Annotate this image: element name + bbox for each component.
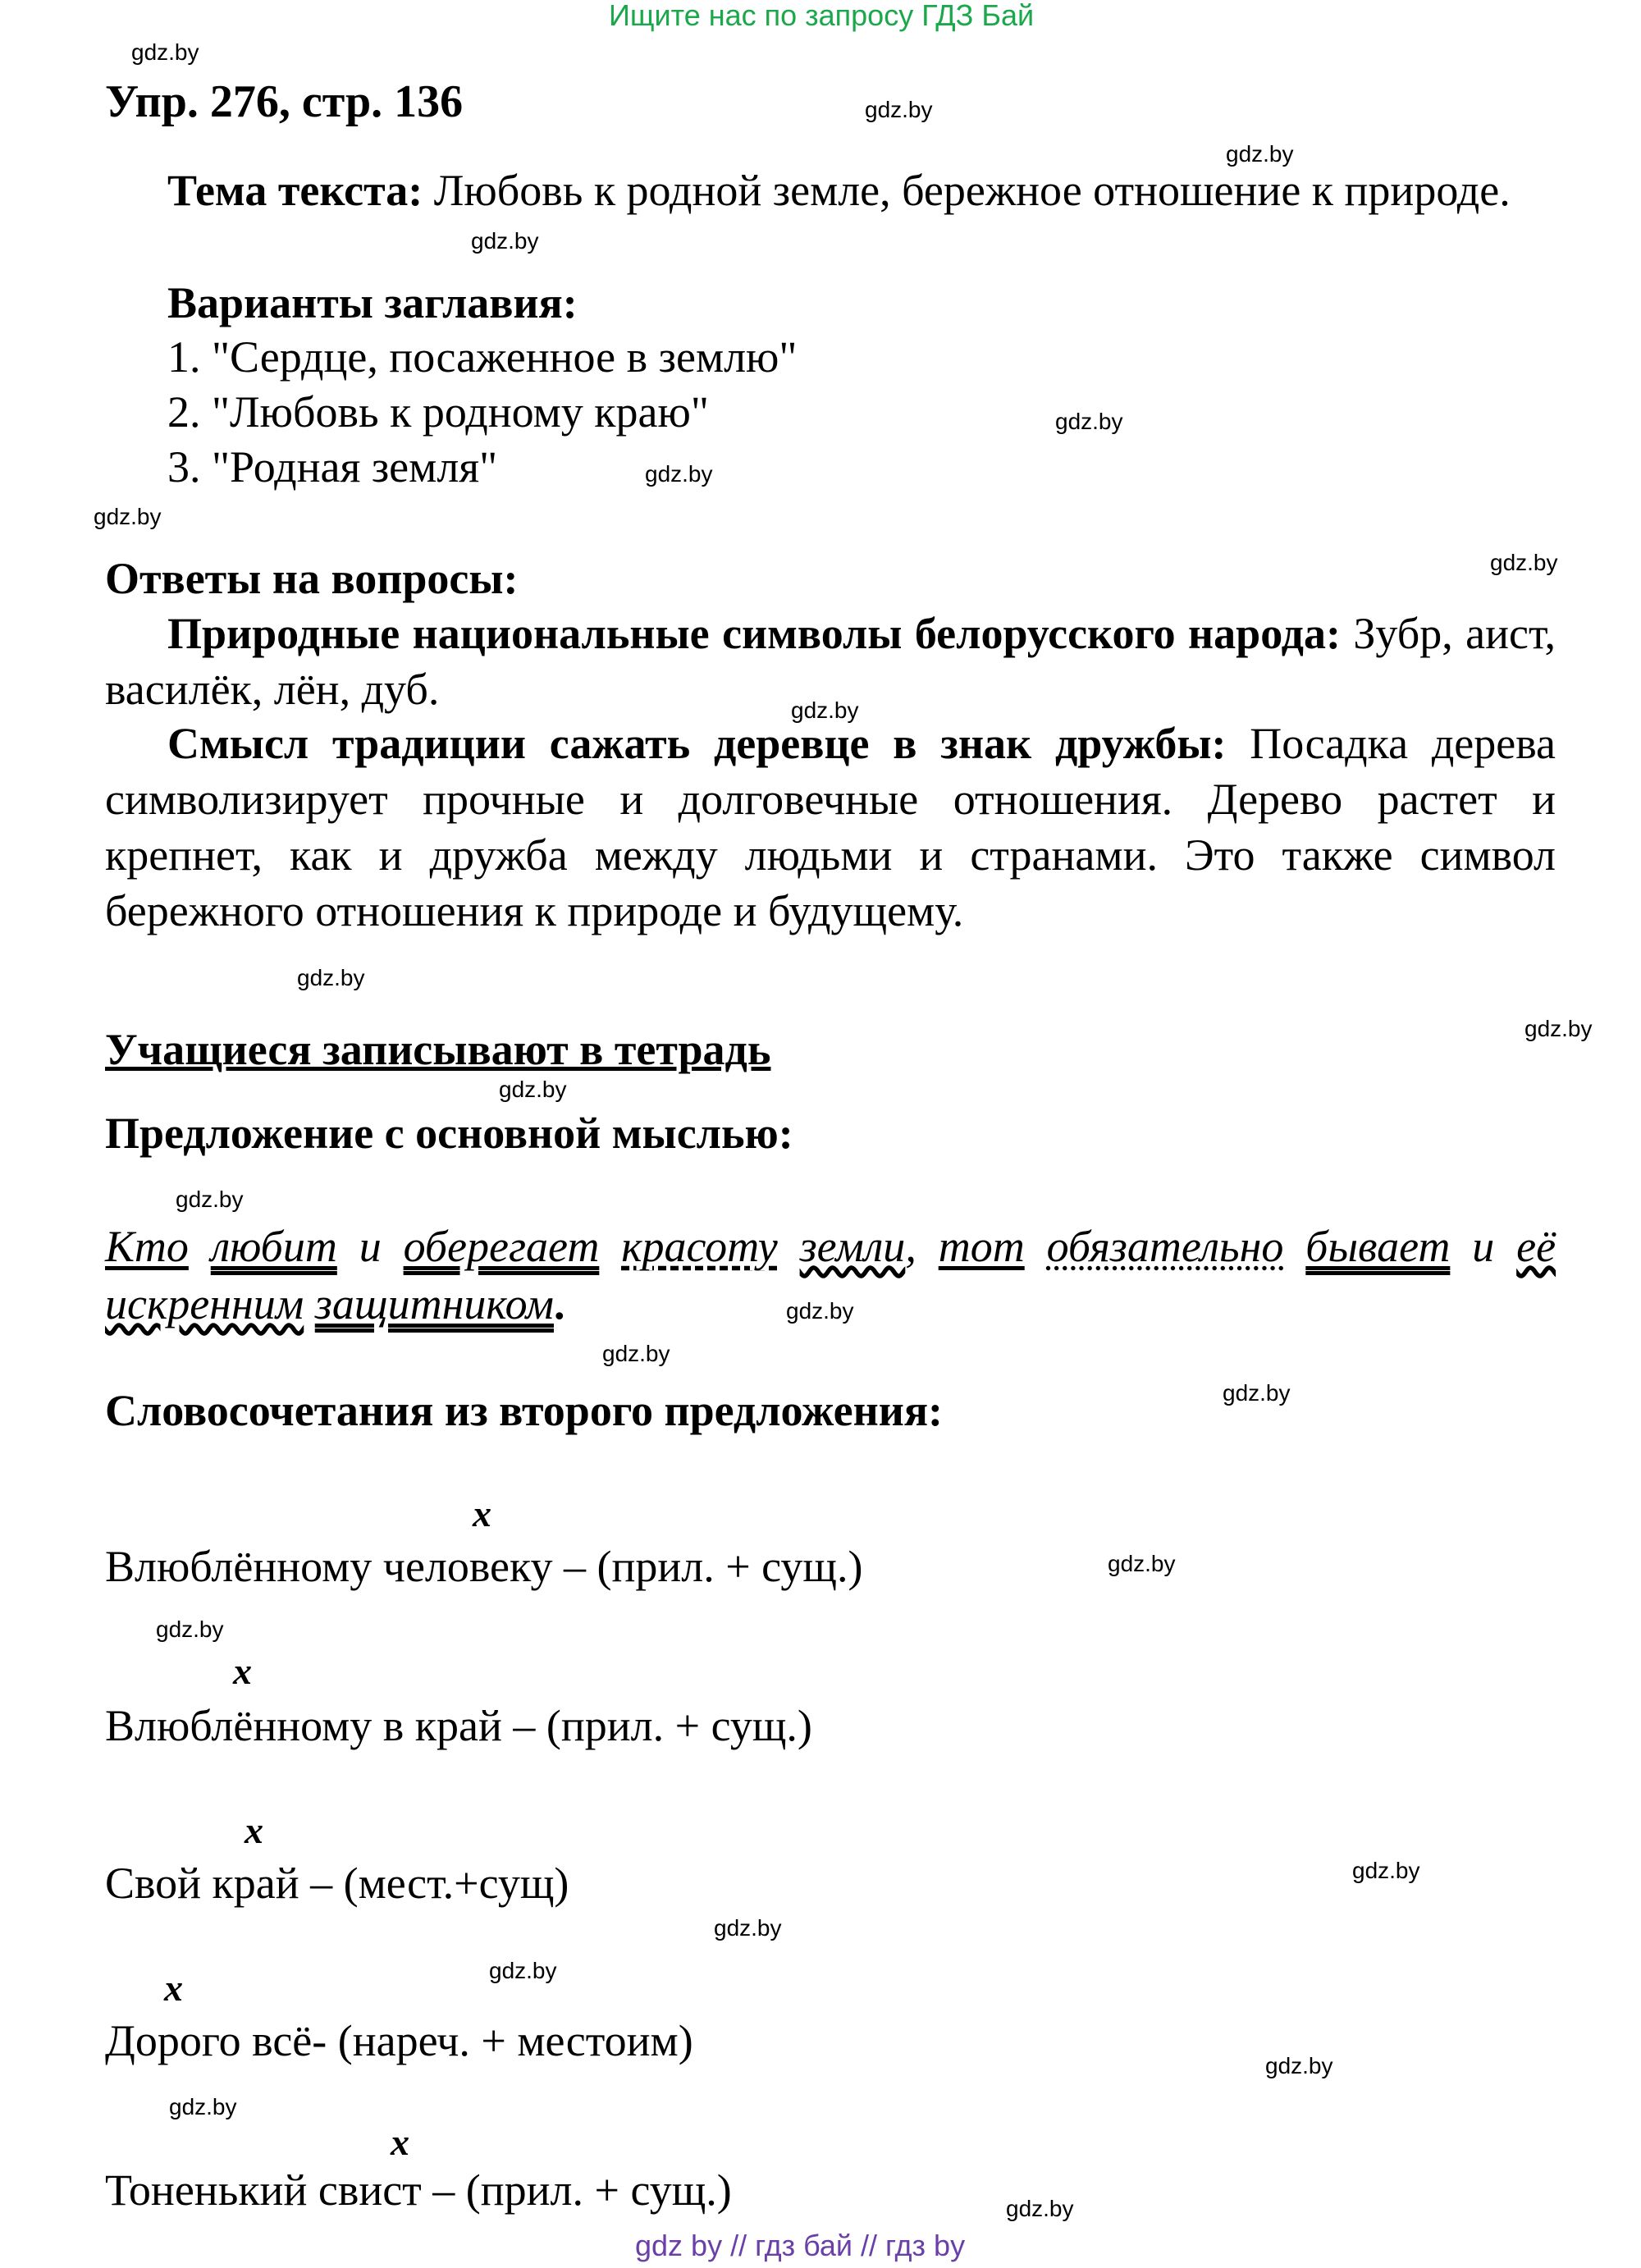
collocation-item: Дорого всё- (нареч. + местоим) (105, 2016, 693, 2065)
watermark: gdz.by (1055, 409, 1123, 434)
sentence-word: Кто (105, 1222, 189, 1271)
sentence-word: её (1516, 1222, 1556, 1271)
watermark: gdz.by (471, 228, 539, 254)
watermark: gdz.by (169, 2094, 237, 2119)
collocation-item: Влюблённому человеку – (прил. + сущ.) (105, 1542, 863, 1591)
theme-text: Любовь к родной земле, бережное отношение к природе. (423, 166, 1511, 215)
watermark: gdz.by (865, 97, 933, 122)
sentence-word: тот (938, 1222, 1025, 1271)
watermark: gdz.by (297, 965, 365, 990)
head-word-marker: х (473, 1493, 491, 1534)
answer-label: Смысл традиции сажать деревце в знак дружбы: (167, 719, 1227, 768)
sentence-word: обязательно (1046, 1222, 1284, 1271)
watermark: gdz.by (1352, 1858, 1420, 1883)
sentence-word: бывает (1305, 1222, 1451, 1271)
sentence-comma: , (905, 1222, 916, 1271)
answer-label: Природные национальные символы белорусского народа: (167, 609, 1341, 658)
theme-label: Тема текста: (167, 166, 423, 215)
watermark: gdz.by (1108, 1551, 1176, 1576)
watermark: gdz.by (94, 504, 162, 529)
collocation-item: Тоненький свист – (прил. + сущ.) (105, 2165, 732, 2215)
watermark: gdz.by (1265, 2053, 1333, 2078)
top-banner: Ищите нас по запросу ГДЗ Бай (609, 0, 1035, 32)
main-idea-heading: Предложение с основной мыслью: (105, 1109, 793, 1158)
sentence-word: искренним (105, 1279, 304, 1328)
sentence-word: и (1472, 1222, 1495, 1271)
answer-paragraph (105, 716, 1556, 939)
page-title: Упр. 276, стр. 136 (105, 76, 464, 127)
theme-paragraph (105, 162, 1556, 218)
head-word-marker: х (245, 1809, 263, 1851)
answers-heading: Ответы на вопросы: (105, 554, 519, 603)
watermark: gdz.by (1226, 141, 1294, 167)
footer-links: gdz by // гдз бай // гдз by (635, 2229, 966, 2262)
watermark: gdz.by (791, 697, 859, 723)
watermark: gdz.by (602, 1341, 670, 1366)
sentence-word: земли (799, 1222, 906, 1271)
watermark: gdz.by (131, 39, 199, 65)
watermark: gdz.by (1490, 550, 1558, 575)
sentence-period: . (553, 1279, 565, 1328)
watermark: gdz.by (645, 461, 713, 487)
head-word-marker: х (233, 1650, 252, 1692)
answer-text: Посадка дерева символизирует прочные и долговечные отношения. Дерево растет и крепнет, как и дружба между людьми и странами. Это также символ бережного отношения к природе и будущему. (105, 719, 1556, 935)
watermark: gdz.by (786, 1298, 854, 1324)
title-option: 1. "Сердце, посаженное в землю" (167, 332, 798, 382)
sentence-word: защитником (314, 1279, 554, 1328)
head-word-marker: х (391, 2121, 409, 2163)
sentence-word: и (359, 1222, 382, 1271)
watermark: gdz.by (1223, 1380, 1291, 1406)
watermark: gdz.by (499, 1077, 567, 1102)
collocation-item: Влюблённому в край – (прил. + сущ.) (105, 1701, 812, 1750)
watermark: gdz.by (176, 1187, 244, 1212)
sentence-word: красоту (621, 1222, 778, 1271)
watermark: gdz.by (1006, 2196, 1074, 2221)
watermark: gdz.by (1524, 1016, 1593, 1041)
watermark: gdz.by (156, 1616, 224, 1642)
titles-heading: Варианты заглавия: (167, 278, 578, 327)
sentence-word: оберегает (403, 1222, 600, 1271)
watermark: gdz.by (489, 1958, 557, 1983)
collocation-item: Свой край – (мест.+сущ) (105, 1859, 569, 1908)
watermark: gdz.by (714, 1915, 782, 1941)
title-option: 2. "Любовь к родному краю" (167, 387, 709, 437)
notebook-heading: Учащиеся записывают в тетрадь (105, 1025, 771, 1074)
answer-text: Зубр, аист, василёк, лён, дуб. (105, 609, 1556, 714)
sentence-word: любит (210, 1222, 337, 1271)
head-word-marker: х (164, 1967, 183, 2009)
collocations-heading: Словосочетания из второго предложения: (105, 1386, 944, 1435)
title-option: 3. "Родная земля" (167, 442, 498, 492)
